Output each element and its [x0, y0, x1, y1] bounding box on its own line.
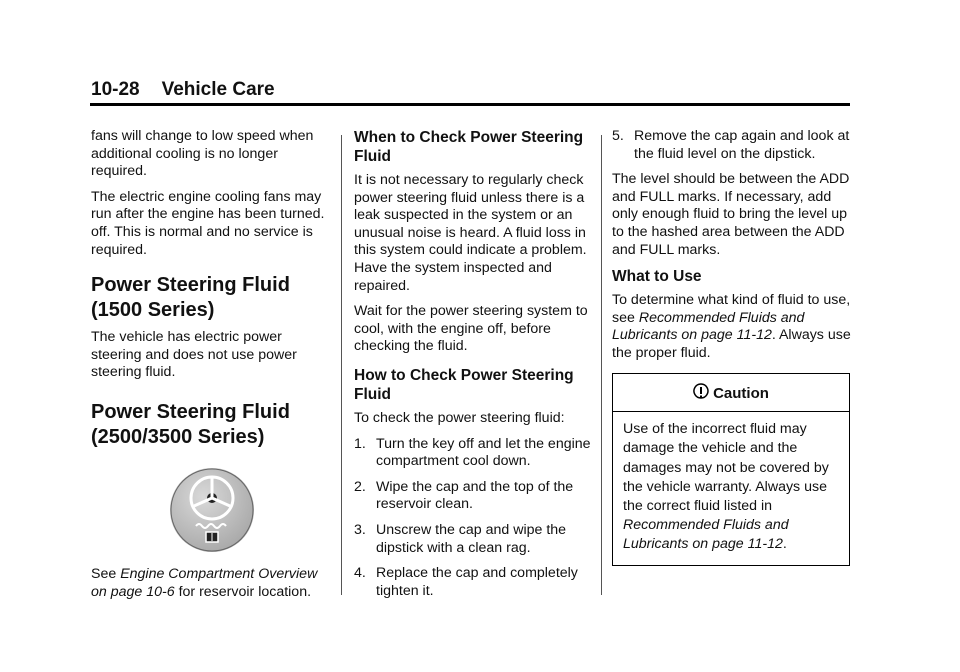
paragraph-see-reference	[91, 566, 333, 601]
column-3	[612, 128, 854, 566]
caution-body	[613, 412, 849, 564]
paragraph-level: The level should be between the ADD and FULL marks. If necessary, add only enough fluid to bring the level up to the hashed area between the ADD and FULL marks.	[612, 171, 850, 258]
column-divider-2	[601, 135, 602, 595]
heading-line: (1500 Series)	[91, 299, 215, 322]
paragraph-fans: fans will change to low speed when additional cooling is no longer required.	[91, 128, 314, 180]
heading-when-to-check: When to Check Power Steering Fluid	[354, 129, 584, 165]
heading-power-steering-2500	[91, 400, 333, 450]
section-title: Vehicle Care	[161, 79, 275, 100]
heading-line: (2500/3500 Series)	[91, 425, 265, 448]
text-what-suffix: . Always use the proper fluid.	[612, 327, 851, 361]
step-text: Wipe the cap and the top of the reservoir clean.	[376, 478, 574, 513]
caution-text: Use of the incorrect fluid may damage the vehicle and the damages may not be covered by the vehicle warranty. Always use the correct fluid listed in	[623, 421, 829, 514]
list-item	[354, 479, 592, 514]
page-number: 10-28	[91, 79, 140, 100]
page-header	[91, 79, 275, 101]
paragraph-when-1: It is not necessary to regularly check power steering fluid unless there is a leak suspected in the system or an unusual noise is heard. A fluid loss in this system could indicate a problem. Have the system inspected and repaired.	[354, 172, 587, 294]
steps-list	[354, 436, 592, 601]
paragraph-what-to-use	[612, 292, 854, 362]
heading-what-to-use: What to Use	[612, 268, 702, 286]
paragraph-cooling-fans: The electric engine cooling fans may run after the engine has been turned. off. This is normal and no service is required.	[91, 188, 325, 258]
step-text: Unscrew the cap and wipe the dipstick with a clean rag.	[376, 521, 567, 556]
paragraph-when-2: Wait for the power steering system to cool, with the engine off, before checking the fluid.	[354, 303, 588, 355]
step-number: 1.	[354, 435, 366, 452]
heading-power-steering-1500	[91, 273, 333, 323]
step-number: 5.	[612, 128, 624, 144]
step-number: 2.	[354, 478, 366, 495]
link-caution-recommended-fluids[interactable]: Recommended Fluids and Lubricants on page 11-12	[623, 517, 789, 553]
step-text: Turn the key off and let the engine compartment cool down.	[376, 435, 591, 470]
list-item	[354, 565, 592, 600]
paragraph-electric-steering: The vehicle has electric power steering and does not use power steering fluid.	[91, 329, 297, 381]
power-steering-reservoir-cap-icon	[170, 468, 254, 552]
step-number: 3.	[354, 521, 366, 538]
list-item	[354, 436, 592, 471]
column-2	[354, 128, 592, 608]
column-divider-1	[341, 135, 342, 595]
list-item	[612, 128, 854, 163]
caution-box	[612, 373, 850, 566]
heading-line: Power Steering Fluid	[91, 400, 290, 423]
header-rule	[90, 103, 850, 106]
text-see: See	[91, 565, 121, 582]
heading-how-to-check: How to Check Power Steering Fluid	[354, 366, 574, 403]
paragraph-how: To check the power steering fluid:	[354, 409, 565, 426]
icon-container	[91, 468, 333, 552]
caution-header	[613, 374, 849, 413]
link-recommended-fluids[interactable]: Recommended Fluids and Lubricants on page 11-12	[612, 309, 805, 344]
step-text: Replace the cap and completely tighten it.	[376, 565, 578, 599]
text-see-suffix: for reservoir location.	[174, 583, 312, 600]
caution-title: Caution	[713, 384, 769, 402]
link-engine-compartment-overview[interactable]: Engine Compartment Overview on page 10-6	[91, 565, 318, 600]
heading-line: Power Steering Fluid	[91, 274, 290, 297]
step-number: 4.	[354, 565, 366, 582]
column-1	[91, 128, 333, 609]
text-what-prefix: To determine what kind of fluid to use, see	[612, 292, 851, 326]
list-item	[354, 522, 592, 557]
caution-text-end: .	[782, 536, 787, 553]
step-text: Remove the cap again and look at the fluid level on the dipstick.	[634, 128, 850, 162]
warning-icon	[693, 383, 709, 406]
